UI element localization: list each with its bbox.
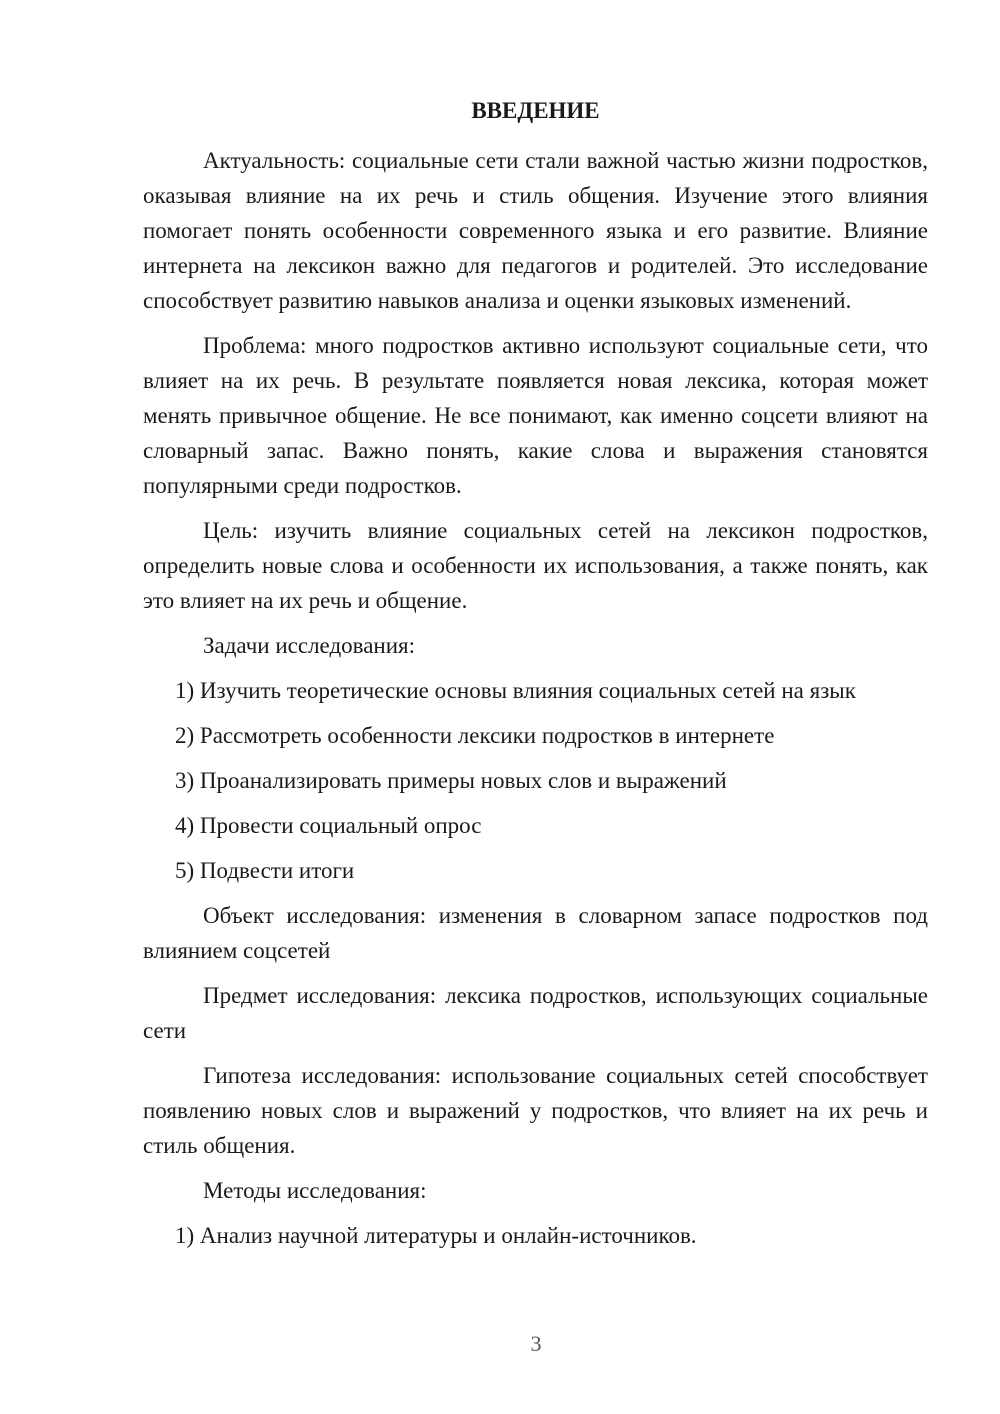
relevance-paragraph: Актуальность: социальные сети стали важной частью жизни подростков, оказывая влияние на их речь и стиль общения. Изучение этого влияния помогает понять особенности современного языка и его развитие. Влияние интернета на лексикон важно для педагогов и родителей. Это исследование способствует развитию навыков анализа и оценки языковых изменений.: [143, 148, 928, 313]
tasks-list: [143, 673, 928, 888]
list-item: 5) Подвести итоги: [175, 858, 355, 883]
page-number: 3: [530, 1331, 542, 1356]
methods-list: [143, 1218, 928, 1253]
list-item: 3) Проанализировать примеры новых слов и выражений: [175, 768, 727, 793]
object-paragraph: Объект исследования: изменения в словарном запасе подростков под влиянием соцсетей: [143, 903, 928, 963]
list-item: 1) Анализ научной литературы и онлайн-источников.: [175, 1223, 697, 1248]
goal-paragraph: Цель: изучить влияние социальных сетей на лексикон подростков, определить новые слова и особенности их использования, а также понять, как это влияет на их речь и общение.: [143, 518, 928, 613]
problem-paragraph: Проблема: много подростков активно используют социальные сети, что влияет на их речь. В результате появляется новая лексика, которая может менять привычное общение. Не все понимают, как именно соцсети влияют на словарный запас. Важно понять, какие слова и выражения становятся популярными среди подростков.: [143, 333, 928, 498]
page-title: ВВЕДЕНИЕ: [471, 98, 600, 123]
list-item: 1) Изучить теоретические основы влияния социальных сетей на язык: [175, 678, 856, 703]
methods-heading: Методы исследования:: [203, 1178, 427, 1203]
list-item: 4) Провести социальный опрос: [175, 813, 482, 838]
list-item: 2) Рассмотреть особенности лексики подростков в интернете: [175, 723, 775, 748]
hypothesis-paragraph: Гипотеза исследования: использование социальных сетей способствует появлению новых слов и выражений у подростков, что влияет на их речь и стиль общения.: [143, 1063, 928, 1158]
tasks-heading: Задачи исследования:: [203, 633, 416, 658]
page-content: [143, 96, 928, 1263]
subject-paragraph: Предмет исследования: лексика подростков, использующих социальные сети: [143, 983, 928, 1043]
